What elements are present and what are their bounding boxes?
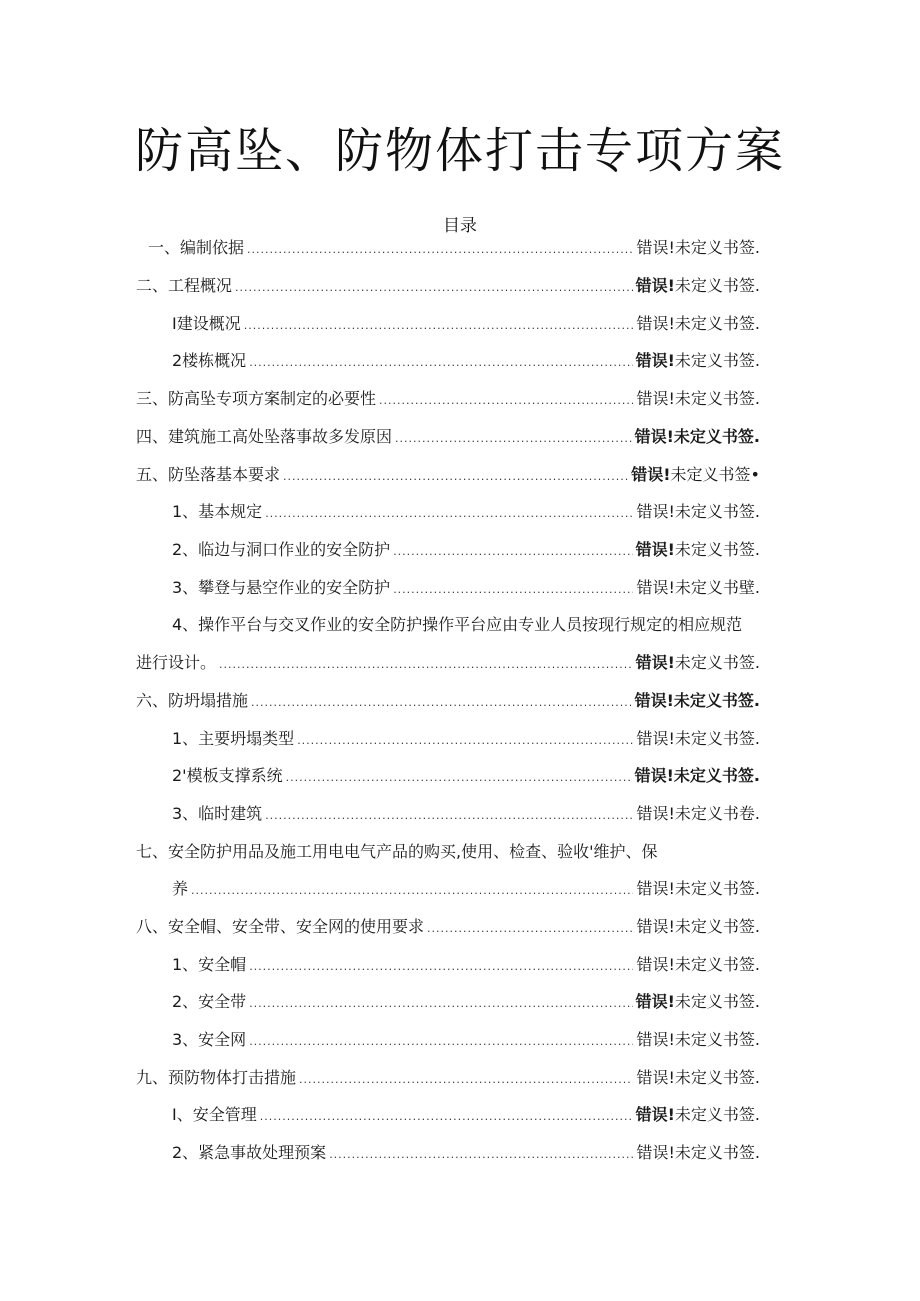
toc-entry-1[interactable]: 一、编制依据 ..... 错误!未定义书签. (148, 233, 760, 263)
toc-entry-8[interactable]: 八、安全帽、安全带、安全网的使用要求 ..... 错误!未定义书签. (136, 912, 760, 942)
toc-entry-6-1[interactable]: 1、主要坍塌类型 ..... 错误!未定义书签. (172, 724, 760, 754)
toc-entry-8-3[interactable]: 3、安全网 ..... 错误!未定义书签. (172, 1025, 760, 1055)
toc-entry-5-1[interactable]: 1、基本规定 ..... 错误!未定义书签. (172, 497, 760, 527)
toc-entry-2-2[interactable]: 2楼栋概况 ..... 错误!未定义书签. (172, 346, 760, 376)
document-title: 防高坠、防物体打击专项方案 (134, 123, 785, 179)
toc-entry-9-1[interactable]: I、安全管理 ..... 错误!未定义书签. (172, 1100, 760, 1130)
toc-entry-2-1[interactable]: I建设概况 ..... 错误!未定义书签. (172, 309, 760, 339)
toc-entry-7-line1[interactable]: 七、安全防护用品及施工用电电气产品的购买,使用、检查、验收'维护、保 (136, 842, 658, 861)
toc-entry-6[interactable]: 六、防坍塌措施 ..... 错误!未定义书签. (136, 686, 760, 716)
toc-entry-5-4-line1[interactable]: 4、操作平台与交叉作业的安全防护操作平台应由专业人员按现行规定的相应规范 (172, 615, 743, 634)
toc-entry-2[interactable]: 二、工程概况 ..... 错误!未定义书签. (136, 271, 760, 301)
toc-entry-8-2[interactable]: 2、安全带 ..... 错误!未定义书签. (172, 987, 760, 1017)
toc-entry-5-4-line2[interactable]: 进行设计。 ..... 错误!未定义书签. (136, 648, 760, 678)
toc-entry-5-2[interactable]: 2、临边与洞口作业的安全防护 ..... 错误!未定义书签. (172, 535, 760, 565)
toc-entry-3[interactable]: 三、防高坠专项方案制定的必要性 ..... 错误!未定义书签. (136, 384, 760, 414)
toc-entry-9-2[interactable]: 2、紧急事故处理预案 ..... 错误!未定义书签. (172, 1138, 760, 1168)
toc-entry-8-1[interactable]: 1、安全帽 ..... 错误!未定义书签. (172, 950, 760, 980)
toc-heading: 目录 (443, 216, 477, 236)
toc-entry-7-line2[interactable]: 养 ..... 错误!未定义书签. (172, 874, 760, 904)
toc-entry-6-2[interactable]: 2'模板支撑系统 ..... 错误!未定义书签. (172, 761, 760, 791)
toc-entry-5[interactable]: 五、防坠落基本要求 ..... 错误!未定义书签• (136, 460, 760, 490)
toc-entry-4[interactable]: 四、建筑施工高处坠落事故多发原因 ..... 错误!未定义书签. (136, 422, 760, 452)
toc-entry-5-3[interactable]: 3、攀登与悬空作业的安全防护 ..... 错误!未定义书壁. (172, 573, 760, 603)
toc-entry-6-3[interactable]: 3、临时建筑 ..... 错误!未定义书卷. (172, 799, 760, 829)
toc-entry-9[interactable]: 九、预防物体打击措施 ..... 错误!未定义书签. (136, 1063, 760, 1093)
